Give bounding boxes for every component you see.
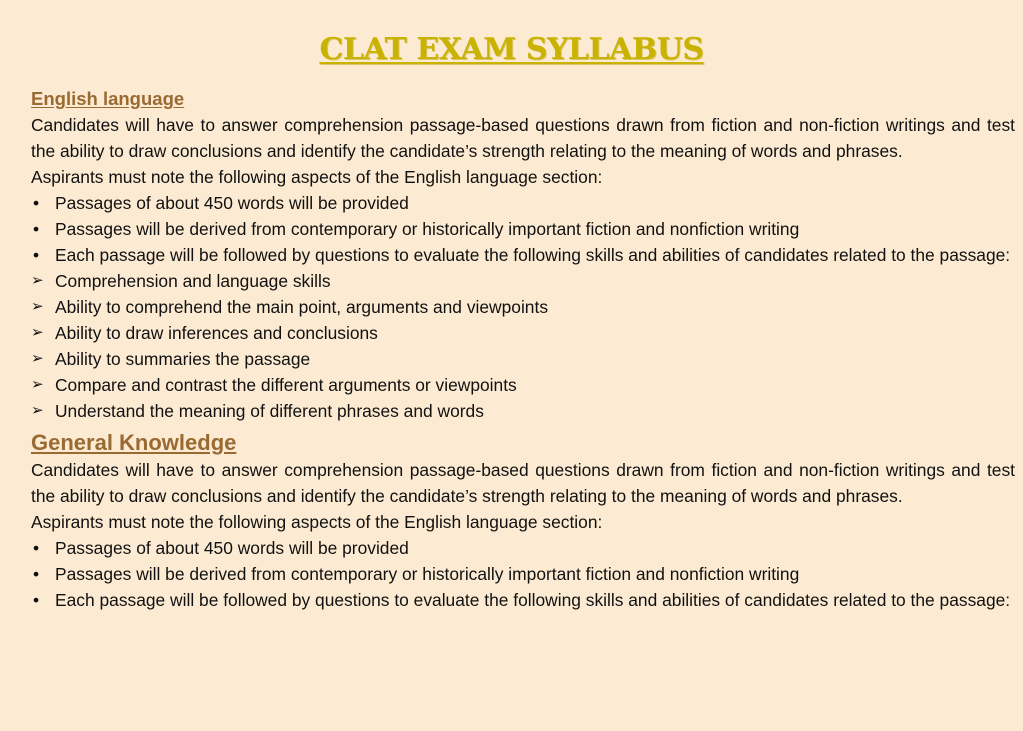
bullet-text: Each passage will be followed by questions to evaluate the following skills and abilities of candidates related to the passage: xyxy=(55,590,1011,610)
arrow-text: Ability to summaries the passage xyxy=(55,349,311,369)
bullet-marker: • xyxy=(33,538,40,558)
arrow-item xyxy=(31,346,1015,372)
bullet-item xyxy=(31,587,1015,613)
arrow-item xyxy=(31,398,1015,424)
section-note: Aspirants must note the following aspects of the English language section: xyxy=(31,167,603,187)
page-title: CLAT EXAM SYLLABUS xyxy=(319,32,704,67)
section-note: Aspirants must note the following aspects of the English language section: xyxy=(31,512,603,532)
arrow-icon: ➢ xyxy=(31,298,44,315)
section-general-knowledge xyxy=(31,429,1015,613)
arrow-item xyxy=(31,268,1015,294)
bullet-item xyxy=(31,561,1015,587)
bullet-text: Passages will be derived from contemporary or historically important fiction and nonfiction writing xyxy=(55,219,800,239)
bullet-item xyxy=(31,190,1015,216)
arrow-item xyxy=(31,320,1015,346)
section-intro: Candidates will have to answer comprehension passage-based questions drawn from fiction and non-fiction writings and test the ability to draw conclusions and identify the candidate’s strength relating to the meaning of words and phrases. xyxy=(31,115,1015,161)
bullet-list xyxy=(31,190,1015,268)
arrow-item xyxy=(31,294,1015,320)
bullet-item xyxy=(31,242,1015,268)
bullet-item xyxy=(31,535,1015,561)
bullet-text: Passages will be derived from contemporary or historically important fiction and nonfiction writing xyxy=(55,564,800,584)
arrow-text: Comprehension and language skills xyxy=(55,271,331,291)
arrow-text: Ability to comprehend the main point, arguments and viewpoints xyxy=(55,297,549,317)
arrow-list xyxy=(31,268,1015,424)
arrow-icon: ➢ xyxy=(31,402,44,419)
section-intro: Candidates will have to answer comprehension passage-based questions drawn from fiction and non-fiction writings and test the ability to draw conclusions and identify the candidate’s strength relating to the meaning of words and phrases. xyxy=(31,460,1015,506)
bullet-marker: • xyxy=(33,590,40,610)
bullet-text: Passages of about 450 words will be provided xyxy=(55,193,409,213)
section-heading: English language xyxy=(31,88,185,109)
bullet-marker: • xyxy=(33,219,40,239)
section-english-language xyxy=(31,86,1015,424)
section-heading: General Knowledge xyxy=(31,430,237,455)
arrow-text: Ability to draw inferences and conclusions xyxy=(55,323,378,343)
arrow-item xyxy=(31,372,1015,398)
bullet-marker: • xyxy=(33,564,40,584)
arrow-text: Compare and contrast the different arguments or viewpoints xyxy=(55,375,517,395)
arrow-icon: ➢ xyxy=(31,272,44,289)
bullet-marker: • xyxy=(33,245,40,265)
arrow-text: Understand the meaning of different phrases and words xyxy=(55,401,484,421)
arrow-icon: ➢ xyxy=(31,324,44,341)
arrow-icon: ➢ xyxy=(31,376,44,393)
bullet-text: Passages of about 450 words will be provided xyxy=(55,538,409,558)
content-area xyxy=(31,86,1015,613)
bullet-list xyxy=(31,535,1015,613)
bullet-marker: • xyxy=(33,193,40,213)
arrow-icon: ➢ xyxy=(31,350,44,367)
bullet-item xyxy=(31,216,1015,242)
bullet-text: Each passage will be followed by questions to evaluate the following skills and abilities of candidates related to the passage: xyxy=(55,245,1011,265)
